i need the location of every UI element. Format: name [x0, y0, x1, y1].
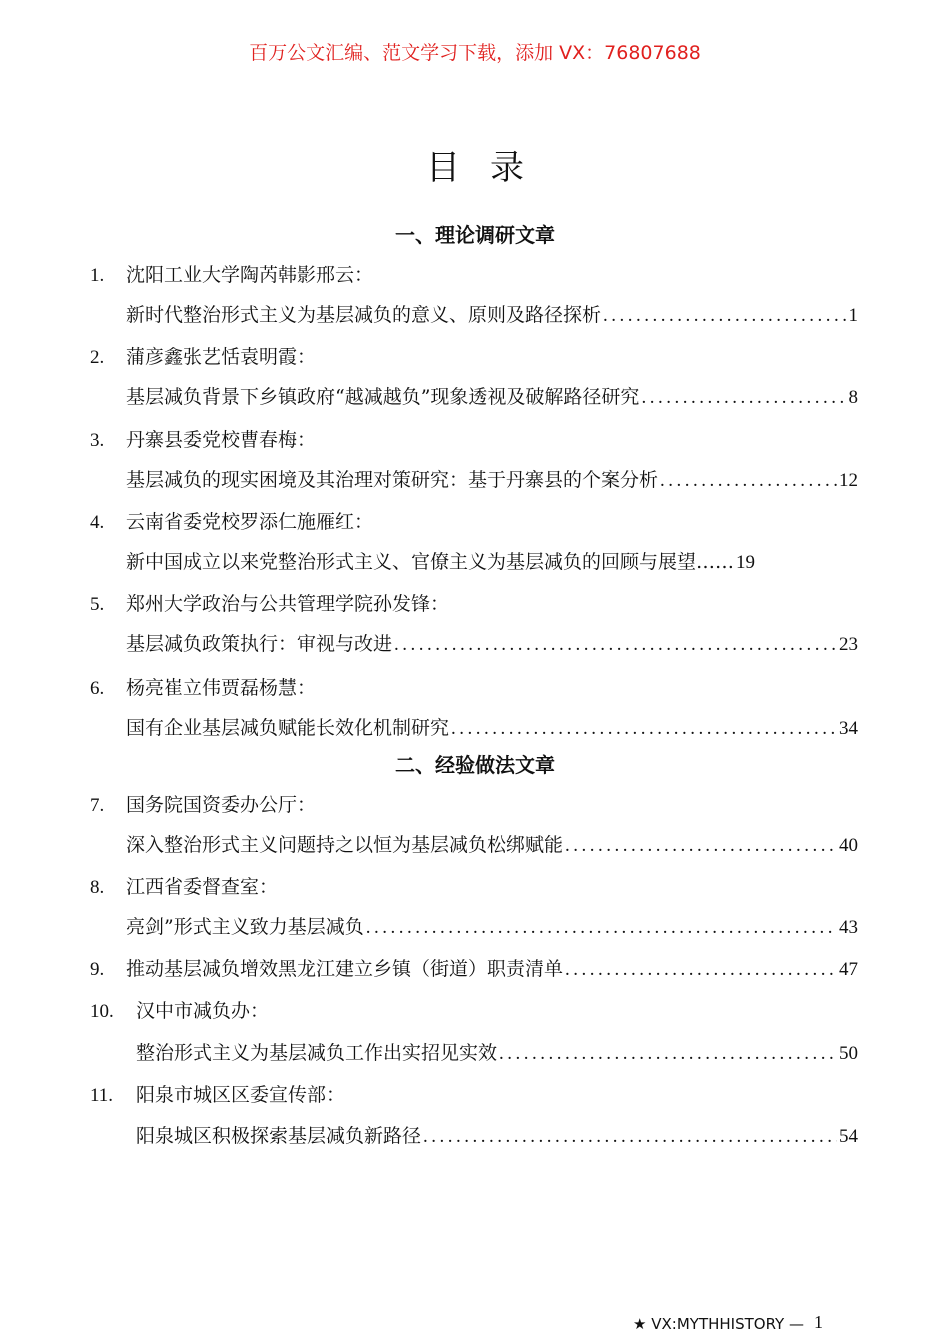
entry-number: 3.: [90, 430, 105, 451]
dot-leader: [601, 305, 846, 327]
toc-entry-title[interactable]: [136, 1038, 858, 1065]
dot-leader: [639, 387, 846, 409]
toc-entry-author: [90, 1080, 345, 1107]
author-text: 蒲彦鑫张艺恬袁明霞：: [126, 346, 317, 368]
author-text: 汉中市减负办：: [136, 1000, 270, 1022]
entry-title: 新时代整治形式主义为基层减负的意义、原则及路径探析: [126, 304, 602, 326]
entry-number: 11.: [90, 1085, 114, 1106]
dot-leader: [364, 917, 837, 939]
toc-entry-author: [90, 260, 373, 287]
entry-title: 阳泉城区积极探索基层减负新路径: [136, 1125, 422, 1147]
entry-number: 1.: [90, 265, 105, 286]
author-text: 丹寨县委党校曹春梅：: [126, 429, 317, 451]
entry-number: 2.: [90, 347, 105, 368]
entry-title: 深入整治形式主义问题持之以恒为基层减负松绑赋能: [126, 834, 564, 856]
section-heading-theory: 一、理论调研文章: [395, 223, 555, 247]
entry-title: 推动基层减负增效黑龙江建立乡镇（街道）职责清单: [126, 958, 564, 980]
entry-title: 国有企业基层减负赋能长效化机制研究: [126, 717, 450, 739]
footer-page-number: 1: [814, 1312, 823, 1332]
dot-leader: [421, 1126, 837, 1148]
toc-entry-author: [90, 790, 316, 817]
toc-entry-author: [90, 673, 316, 700]
page-number: 54: [839, 1126, 858, 1147]
author-text: 国务院国资委办公厅：: [126, 794, 317, 816]
page-number: 8: [848, 387, 858, 408]
toc-entry-author: [90, 872, 278, 899]
toc-entry-title[interactable]: [126, 912, 858, 939]
page-number: 47: [839, 959, 858, 980]
entry-title: 整治形式主义为基层减负工作出实招见实效: [136, 1042, 498, 1064]
dot-leader: [563, 835, 837, 857]
toc-entry-author: [90, 507, 373, 534]
toc-entry-title[interactable]: [126, 465, 858, 492]
dot-leader: [449, 718, 837, 740]
entry-number: 5.: [90, 594, 105, 615]
page-number: 19: [736, 552, 756, 573]
page-number: 23: [839, 634, 858, 655]
entry-number: 9.: [90, 959, 105, 980]
toc-entry-title[interactable]: [126, 382, 858, 409]
page-number: 1: [848, 305, 858, 326]
toc-entry-title[interactable]: [126, 830, 858, 857]
author-text: 沈阳工业大学陶芮韩影邢云：: [126, 264, 374, 286]
page-title: 目录: [426, 148, 554, 188]
entry-number: 8.: [90, 877, 105, 898]
entry-title: 基层减负的现实困境及其治理对策研究：基于丹寨县的个案分析: [126, 469, 659, 491]
entry-title: 基层减负政策执行：审视与改进: [126, 633, 393, 655]
toc-entry-title[interactable]: [136, 1121, 858, 1148]
dot-leader: [563, 959, 837, 981]
page-number: 43: [839, 917, 858, 938]
dot-leader: [392, 634, 837, 656]
entry-number: 4.: [90, 512, 105, 533]
author-text: 云南省委党校罗添仁施雁红：: [126, 511, 374, 533]
author-text: 江西省委督查室：: [126, 876, 279, 898]
header-note: 百万公文汇编、范文学习下载，添加 VX：76807688: [249, 42, 701, 64]
entry-title: 亮剑”形式主义致力基层减负: [126, 916, 364, 938]
toc-entry-author: [90, 342, 316, 369]
toc-entry-author: [90, 425, 316, 452]
author-text: 杨亮崔立伟贾磊杨慧：: [126, 677, 317, 699]
toc-entry-author: [90, 996, 269, 1023]
entry-number: 7.: [90, 795, 105, 816]
author-text: 郑州大学政治与公共管理学院孙发锋：: [126, 593, 450, 615]
page-number: 34: [839, 718, 858, 739]
footer-contact: ★ VX:MYTHHISTORY —: [633, 1315, 804, 1333]
page-number: 50: [839, 1043, 858, 1064]
dot-leader: [497, 1043, 837, 1065]
section-heading-experience: 二、经验做法文章: [395, 753, 555, 777]
toc-entry-author: [90, 589, 449, 616]
dot-leader: [658, 470, 837, 492]
author-text: 阳泉市城区区委宣传部：: [136, 1084, 346, 1106]
entry-title: 基层减负背景下乡镇政府“越减越负”现象透视及破解路径研究: [126, 386, 640, 408]
toc-entry-title[interactable]: [126, 300, 858, 327]
toc-entry-title[interactable]: [126, 547, 858, 574]
toc-entry-title[interactable]: [126, 713, 858, 740]
entry-number: 10.: [90, 1001, 114, 1022]
entry-title: 新中国成立以来党整治形式主义、官僚主义为基层减负的回顾与展望……: [126, 551, 735, 573]
toc-entry-title[interactable]: [126, 629, 858, 656]
page-number: 40: [839, 835, 858, 856]
toc-entry-title[interactable]: [90, 954, 858, 981]
page-number: 12: [839, 470, 858, 491]
entry-number: 6.: [90, 678, 105, 699]
